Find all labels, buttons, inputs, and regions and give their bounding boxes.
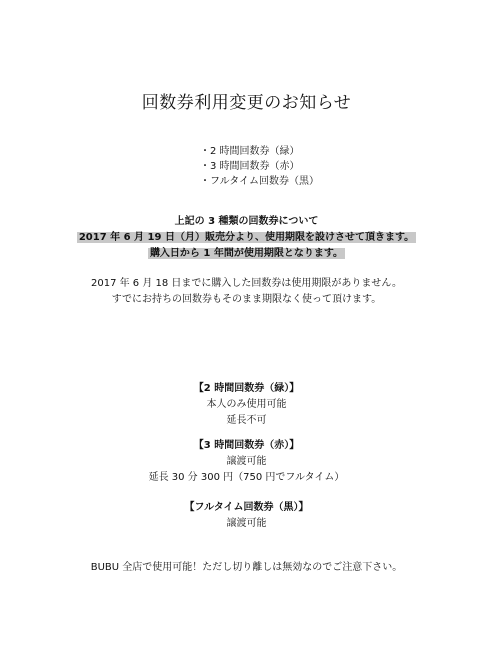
section-line: 譲渡可能 [226,456,267,467]
ticket-list [200,144,319,189]
section-line: 延長不可 [226,415,267,426]
footer-note: BUBU 全店で使用可能！ただし切り離しは無効なのでご注意下さい。 [90,562,403,573]
info-line-existing: すでにお持ちの回数券もそのまま期限なく使って頂けます。 [111,294,382,305]
notice-line-start-date: 2017 年 6 月 19 日（月）販売分より、使用期限を設けさせて頂きます。 [78,232,415,243]
section-line: 延長 30 分 300 円（750 円でフルタイム） [148,472,345,483]
notice-line-intro: 上記の 3 種類の回数券について [174,216,319,227]
info-block [0,276,493,308]
section-line: 譲渡可能 [226,518,267,529]
section-2h-ticket [0,381,493,429]
section-heading: 【3 時間回数券（赤）】 [193,440,300,451]
page-title: 回数券利用変更のお知らせ [141,93,352,113]
section-3h-ticket [0,438,493,486]
ticket-item-fulltime: ・フルタイム回数券（黒） [200,176,319,187]
ticket-item-2h: ・2 時間回数券（緑） [200,146,300,157]
section-fulltime-ticket [0,500,493,532]
section-heading: 【フルタイム回数券（黒）】 [184,502,309,513]
notice-block [0,214,493,262]
section-heading: 【2 時間回数券（緑）】 [193,383,300,394]
ticket-item-3h: ・3 時間回数券（赤） [200,161,300,172]
section-line: 本人のみ使用可能 [206,399,287,410]
notice-line-validity: 購入日から 1 年間が使用期限となります。 [149,248,344,259]
info-line-previous: 2017 年 6 月 18 日までに購入した回数券は使用期限がありません。 [90,278,403,289]
